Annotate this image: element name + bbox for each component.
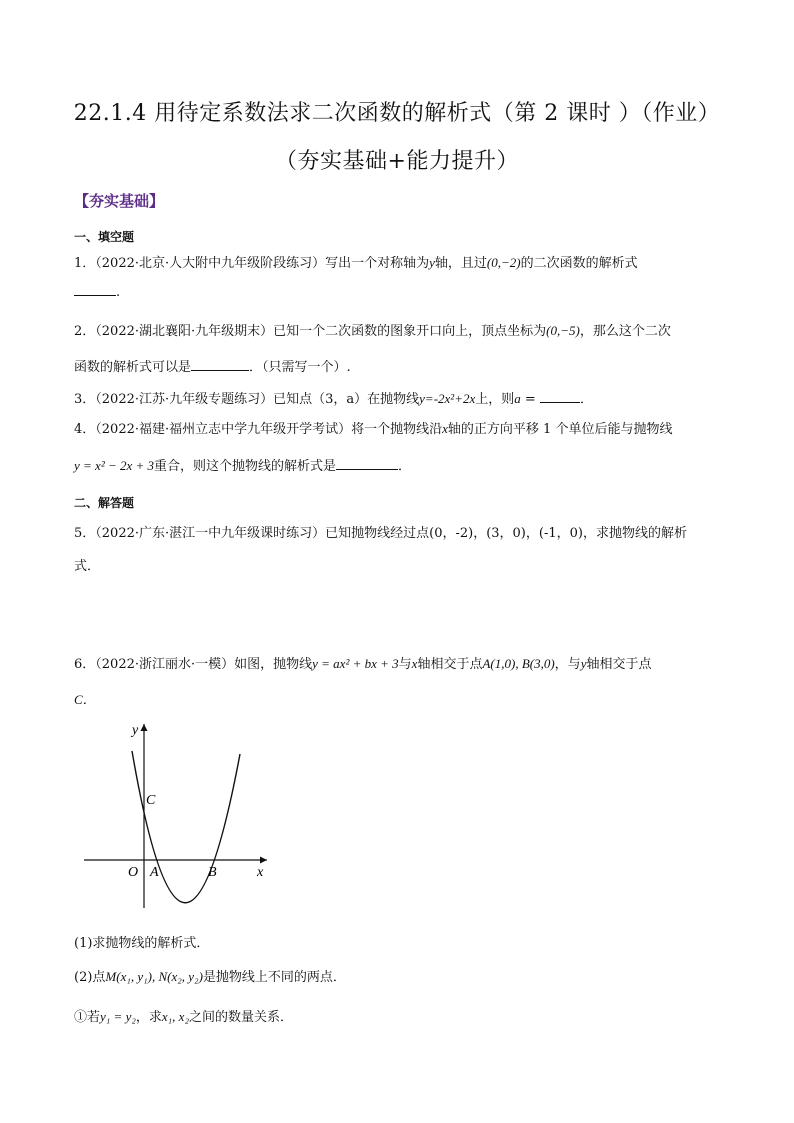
q2-answer-blank[interactable] <box>191 358 249 371</box>
question-1-answer <box>74 283 120 300</box>
q6-sub2-b: 是抛物线上不同的两点． <box>202 970 346 985</box>
q6-text-d: ，与 <box>554 657 581 672</box>
q6-text-a: 6．（2022·浙江丽水·一模）如图，抛物线 <box>74 657 313 672</box>
q3-text-a: 3．（2022·江苏·九年级专题练习）已知点（3，a）在抛物线 <box>74 392 420 407</box>
question-4 <box>74 418 672 437</box>
q1-end: . <box>116 285 121 300</box>
label-x: x <box>257 865 264 880</box>
q6-sub3-b: ，求 <box>135 1010 162 1025</box>
q1-text-a: 1．（2022·北京·人大附中九年级阶段练习）写出一个对称轴为 <box>74 256 430 271</box>
q6-sub3-vars: x₁, x₂ <box>161 1009 189 1024</box>
q3-answer-blank[interactable] <box>540 390 580 403</box>
q1-answer-blank[interactable] <box>74 283 116 296</box>
q3-eq: = <box>520 392 540 407</box>
question-1 <box>74 252 638 271</box>
q6-line2: C． <box>74 692 96 707</box>
q2-text-a: 2．（2022·湖北襄阳·九年级期末）已知一个二次函数的图象开口向上，顶点坐标为 <box>74 324 547 339</box>
label-a: A <box>150 865 159 880</box>
q4-var-x: x <box>442 421 448 436</box>
q3-end: ． <box>579 392 593 407</box>
question-6-line-2 <box>74 689 96 708</box>
q2-text-b: ，那么这个二次 <box>579 324 671 339</box>
label-o: O <box>128 865 139 880</box>
q6-var-x: x <box>411 656 418 671</box>
q3-var-a: a <box>514 391 521 406</box>
q2-line2-end: ．（只需写一个）. <box>249 360 351 375</box>
question-6-sub-1: (1)求抛物线的解析式． <box>74 936 210 951</box>
q4-end: ． <box>398 459 412 474</box>
q6-text-b: 与 <box>398 657 412 672</box>
q4-answer-blank[interactable] <box>336 457 398 470</box>
parabola-curve <box>132 751 240 903</box>
section-label: 【夯实基础】 <box>74 192 165 210</box>
part1-heading: 一、填空题 <box>74 230 135 244</box>
question-5-line-2: 式． <box>74 559 101 574</box>
q1-var-y: y <box>429 255 435 270</box>
question-3 <box>74 388 593 407</box>
q1-point: (0,−2) <box>486 255 521 270</box>
q2-line2: 函数的解析式可以是 <box>74 360 192 375</box>
q3-text-b: 上，则 <box>475 392 515 407</box>
q6-sub2-points: M(x₁, y₁), N(x₂, y₂) <box>105 969 203 984</box>
q6-var-y: y <box>580 656 587 671</box>
q2-point: (0,−5) <box>546 323 580 338</box>
title-line-1: 22.1.4 用待定系数法求二次函数的解析式（第 2 课时 ）（作业） <box>73 101 721 126</box>
q4-expr: y = x² − 2x + 3 <box>74 458 155 473</box>
q6-text-c: 轴相交于点 <box>417 657 483 672</box>
q6-sub2-a: (2)点 <box>74 970 106 985</box>
parabola-figure <box>80 716 280 916</box>
question-2-line-2 <box>74 356 351 375</box>
q3-expr: y=-2x²+2x <box>419 391 476 406</box>
question-6-sub-2 <box>74 966 346 985</box>
question-5: 5．（2022·广东·湛江一中九年级课时练习）已知抛物线经过点(0，-2)，(3，0)，(-1，0)，求抛物线的解析 <box>74 526 687 541</box>
q1-text-c: 的二次函数的解析式 <box>520 256 638 271</box>
q6-sub3-eq: y₁ = y₂ <box>100 1009 136 1024</box>
label-c: C <box>146 793 156 808</box>
question-4-line-2 <box>74 455 411 474</box>
q4-text-a: 4．（2022·福建·福州立志中学九年级开学考试）将一个抛物线沿 <box>74 422 443 437</box>
question-6 <box>74 653 651 672</box>
q6-points: A(1,0), B(3,0) <box>482 656 555 671</box>
q4-text-b: 轴的正方向平移 1 个单位后能与抛物线 <box>447 422 673 437</box>
q6-sub3-c: 之间的数量关系． <box>188 1010 293 1025</box>
q6-expr: y = ax² + bx + 3 <box>312 656 399 671</box>
label-b: B <box>208 865 217 880</box>
title-line-2: （夯实基础+能力提升） <box>275 149 519 174</box>
q4-line2: 重合，则这个抛物线的解析式是 <box>154 459 337 474</box>
question-2 <box>74 320 671 339</box>
q6-text-e: 轴相交于点 <box>586 657 652 672</box>
question-6-sub-3 <box>74 1006 293 1025</box>
part2-heading: 二、解答题 <box>74 496 135 510</box>
label-y: y <box>132 723 139 738</box>
q6-sub3-a: ①若 <box>74 1010 101 1025</box>
q1-text-b: 轴，且过 <box>434 256 487 271</box>
